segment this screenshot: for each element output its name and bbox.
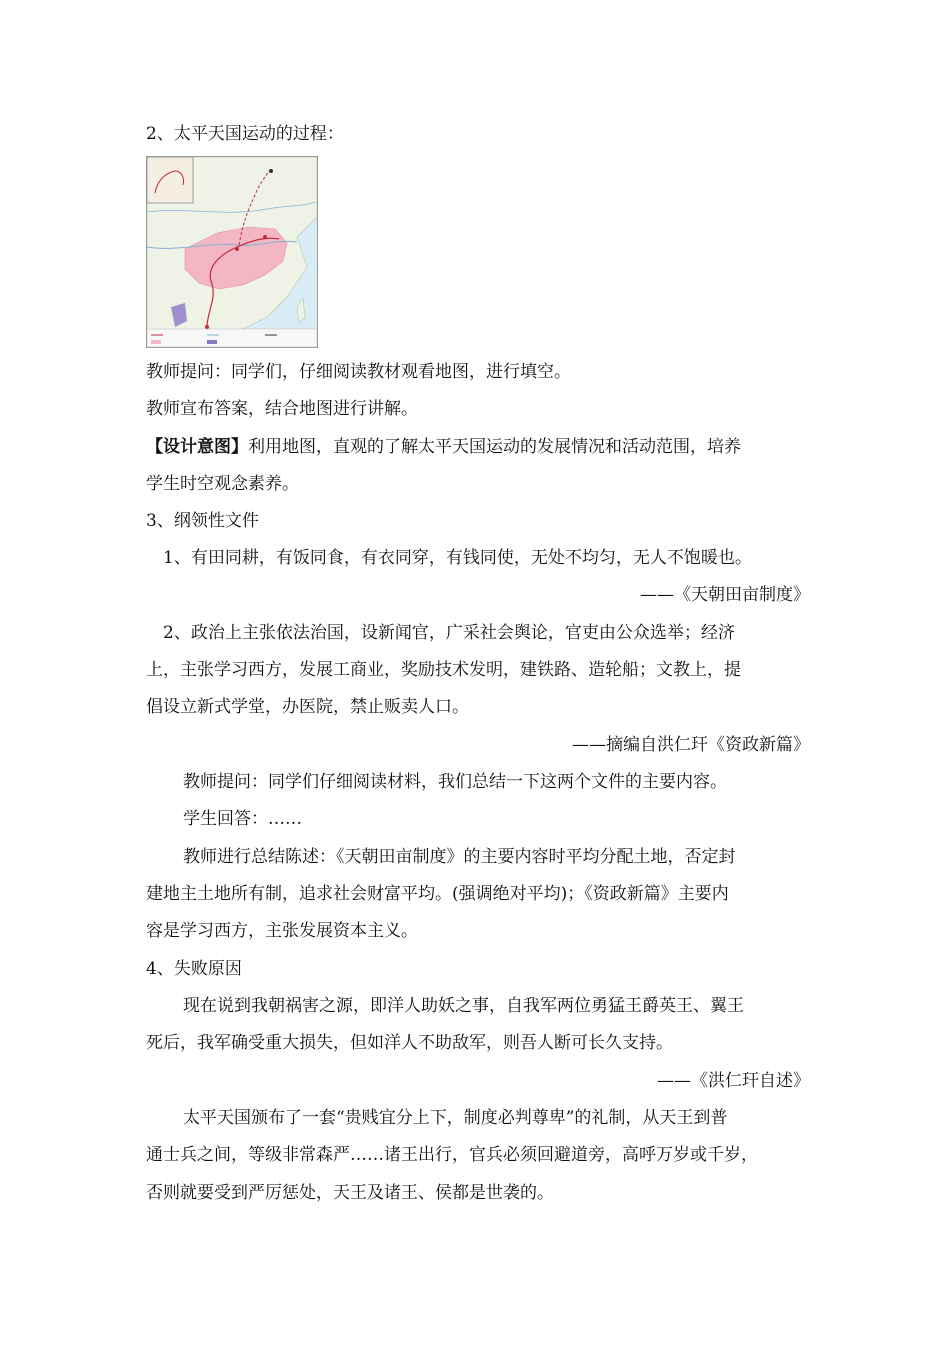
quote1-line2: 死后，我军确受重大损失，但如洋人不助敌军，则吾人断可长久支持。: [146, 1033, 673, 1053]
summary-line2: 建地主土地所有制，追求社会财富平均。(强调绝对平均)；《资政新篇》主要内: [146, 884, 729, 904]
summary-line3: 容是学习西方，主张发展资本主义。: [146, 921, 418, 941]
student-answer: 学生回答：……: [183, 809, 302, 829]
quote2-line2: 通士兵之间，等级非常森严……诸王出行，官兵必须回避道旁，高呼万岁或千岁，: [146, 1145, 758, 1165]
section2-heading: 2、太平天国运动的过程：: [146, 124, 344, 144]
summary-line1: 教师进行总结陈述：《天朝田亩制度》的主要内容时平均分配土地，否定封: [183, 847, 736, 867]
quote1-source: ——《洪仁玕自述》: [657, 1071, 810, 1091]
doc2-line1: 2、政治上主张依法治国，设新闻官，广采社会舆论，官吏由公众选举；经济: [163, 623, 735, 643]
design-intent-label: 【设计意图】: [146, 437, 248, 457]
section3-teacher-question: 教师提问：同学们仔细阅读材料，我们总结一下这两个文件的主要内容。: [183, 772, 727, 792]
doc2-line2: 上，主张学习西方，发展工商业，奖励技术发明，建铁路、造轮船；文教上，提: [146, 660, 741, 680]
quote2-line3: 否则就要受到严厉惩处，天王及诸王、侯都是世袭的。: [146, 1183, 554, 1203]
section4-heading: 4、失败原因: [146, 959, 242, 979]
doc2-line3: 倡设立新式学堂，办医院，禁止贩卖人口。: [146, 697, 469, 717]
taiping-map: [146, 156, 318, 348]
doc2-source: ——摘编自洪仁玕《资政新篇》: [572, 735, 810, 755]
design-intent-line2: 学生时空观念素养。: [146, 474, 299, 494]
section3-heading: 3、纲领性文件: [146, 511, 259, 531]
quote2-line1: 太平天国颁布了一套“贵贱宜分上下，制度必判尊卑”的礼制，从天王到普: [183, 1108, 728, 1128]
section2-teacher-answer: 教师宣布答案，结合地图进行讲解。: [146, 399, 418, 419]
section2-teacher-question: 教师提问：同学们，仔细阅读教材观看地图，进行填空。: [146, 362, 571, 382]
quote1-line1: 现在说到我朝祸害之源，即洋人助妖之事，自我军两位勇猛王爵英王、翼王: [183, 996, 744, 1016]
doc1-text: 1、有田同耕，有饭同食，有衣同穿，有钱同使，无处不均匀，无人不饱暖也。: [163, 548, 752, 568]
map-graphic: [147, 157, 317, 347]
doc1-source: ——《天朝田亩制度》: [640, 585, 810, 605]
design-intent-text: 利用地图，直观的了解太平天国运动的发展情况和活动范围，培养: [248, 437, 741, 457]
design-intent-line1: [146, 435, 810, 459]
